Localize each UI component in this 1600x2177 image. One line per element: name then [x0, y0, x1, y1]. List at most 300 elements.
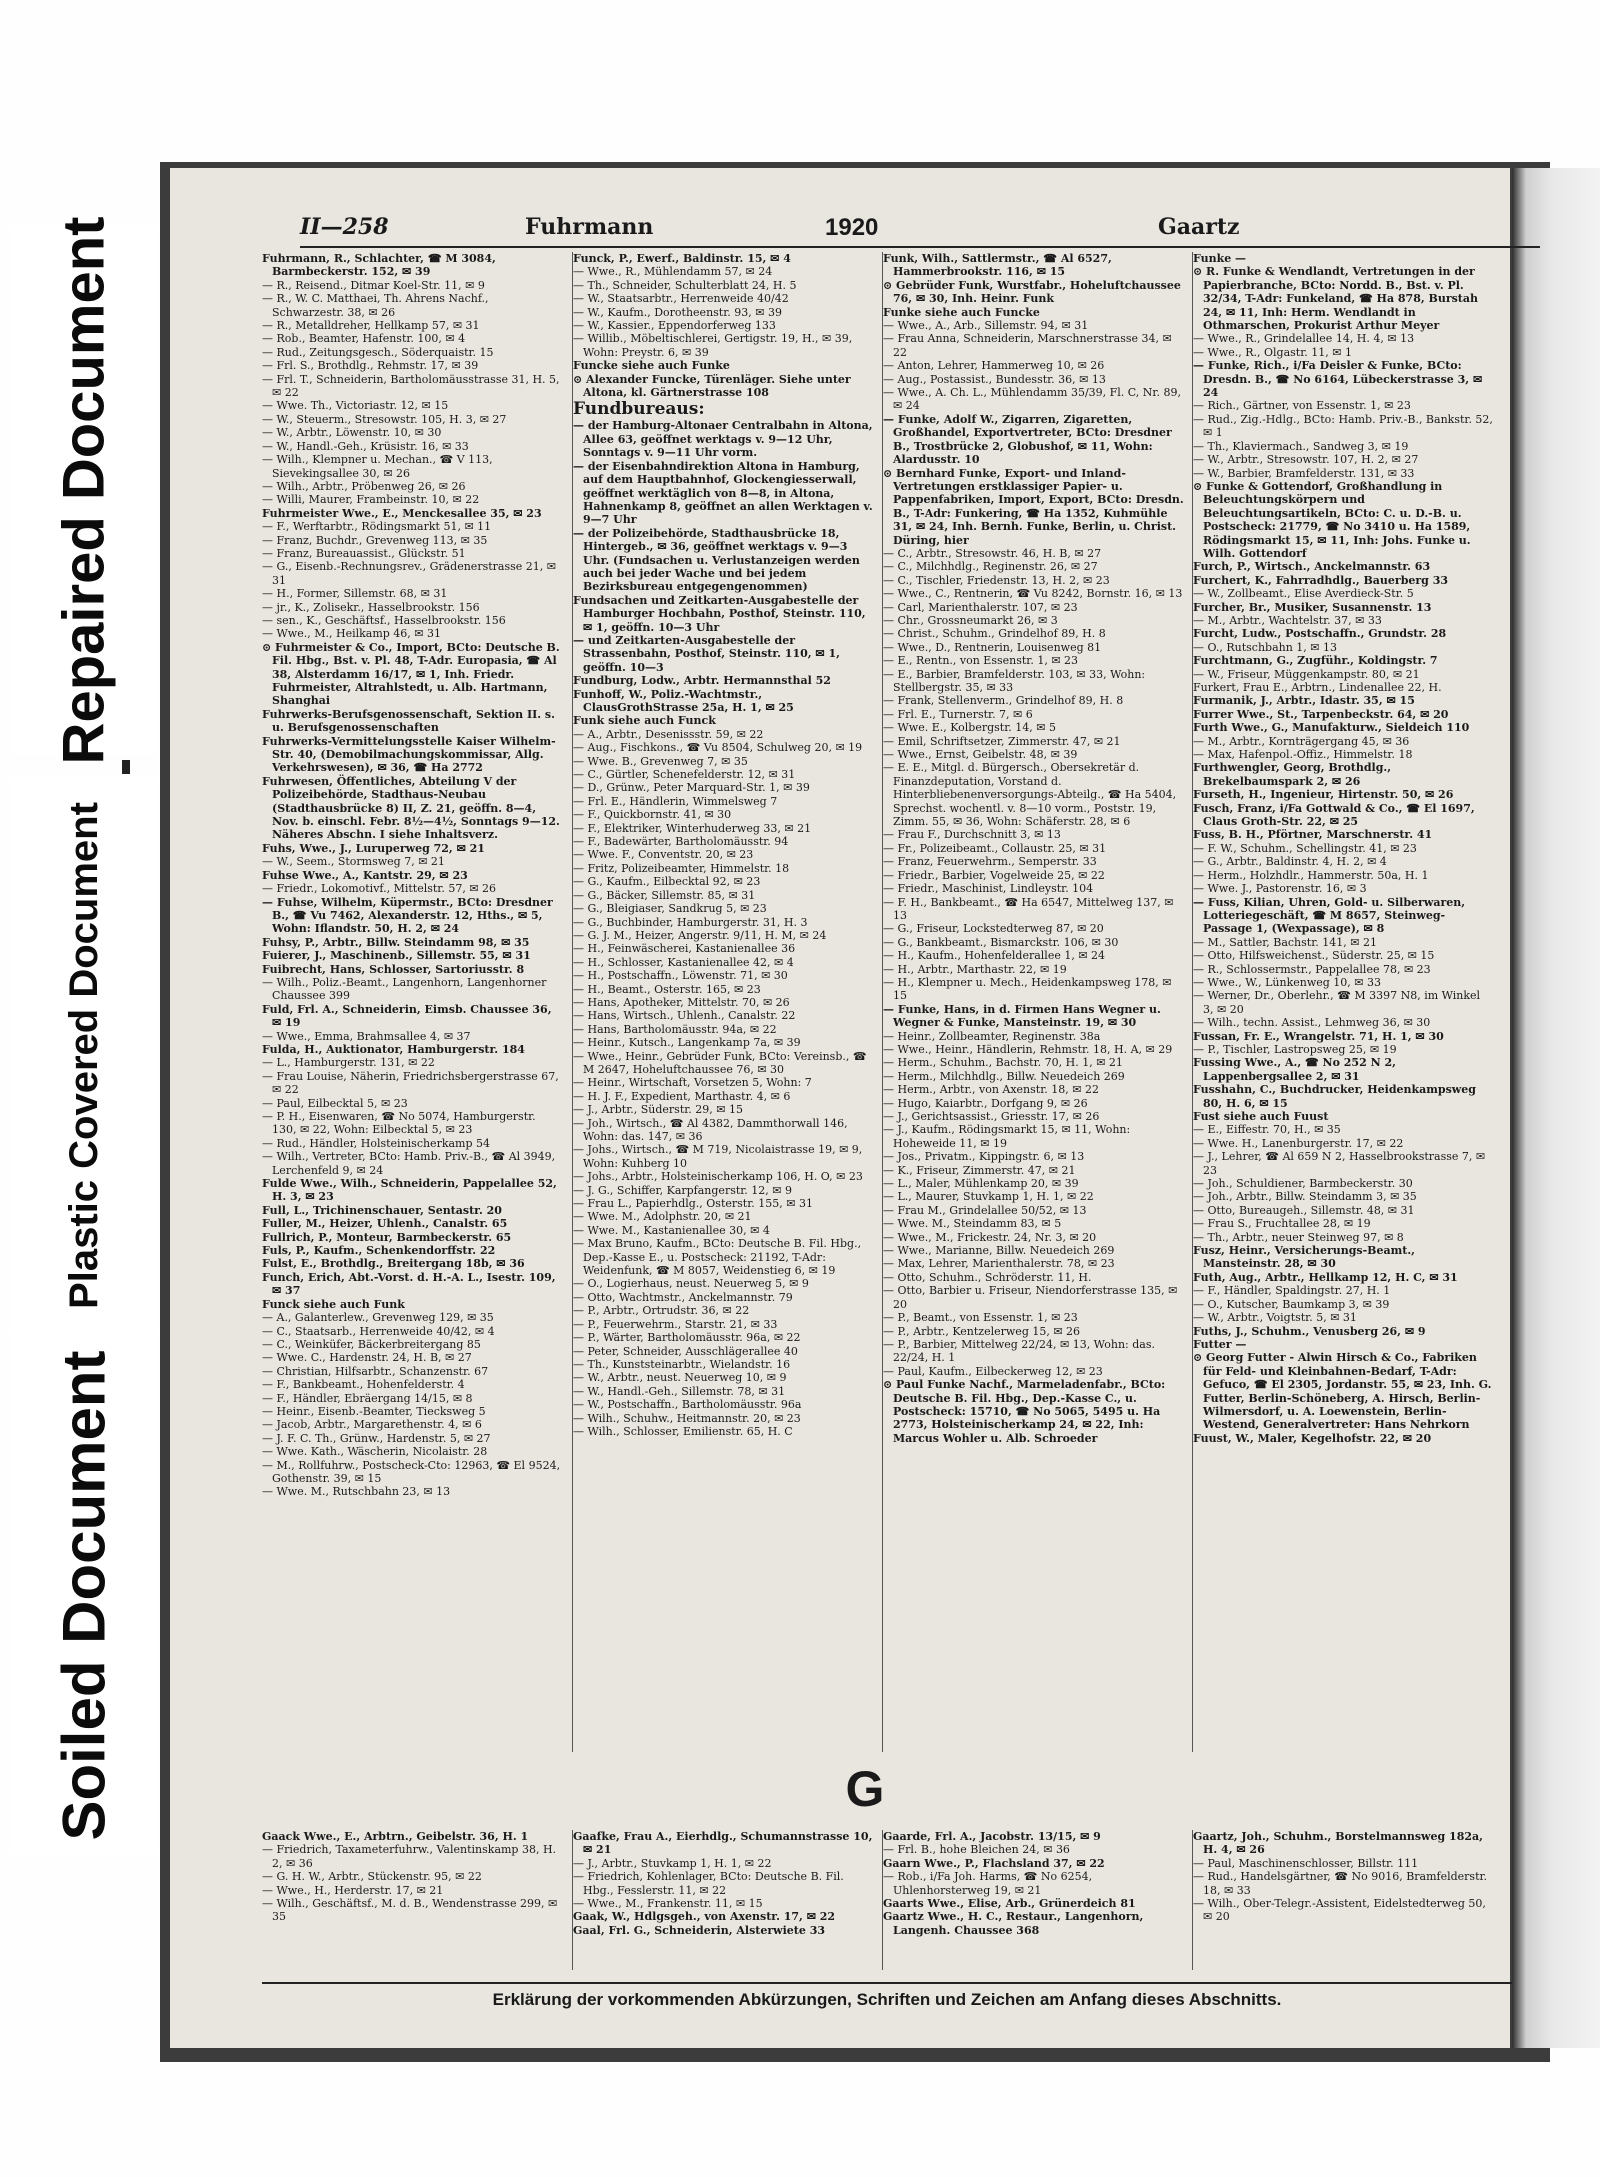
- page-header: [300, 212, 1540, 248]
- directory-entry: Gaak, W., Hdlgsgeh., von Axenstr. 17, ✉ 22: [573, 1910, 836, 1924]
- directory-entry: — Wilh., Arbtr., Pröbenweg 26, ✉ 26: [262, 479, 466, 493]
- directory-entry: — Funke, Rich., i/Fa Deisler & Funke, BCto: Dresdn. B., ☎ No 6164, Lübeckerstrasse 3, ✉ 24: [1193, 359, 1483, 400]
- directory-entry: Fussing Wwe., A., ☎ No 252 N 2, Lappenbergsallee 2, ✉ 31: [1193, 1056, 1396, 1083]
- directory-entry: — Wwe., A. Ch. L., Mühlendamm 35/39, Fl. C, Nr. 89, ✉ 24: [883, 386, 1181, 413]
- directory-entry: — Wwe., D., Rentnerin, Louisenweg 81: [883, 640, 1102, 654]
- directory-entry: — A., Galanterlew., Grevenweg 129, ✉ 35: [262, 1311, 494, 1325]
- directory-entry: Fullrich, P., Monteur, Barmbeckerstr. 65: [262, 1230, 512, 1244]
- directory-entry: — K., Friseur, Zimmerstr. 47, ✉ 21: [883, 1163, 1076, 1177]
- directory-entry: — Wilh., Vertreter, BCto: Hamb. Priv.-B., ☎ Al 3949, Lerchenfeld 9, ✉ 24: [262, 1150, 556, 1177]
- directory-entry: — Wwe. C., Hardenstr. 24, H. B, ✉ 27: [262, 1351, 472, 1365]
- directory-entry: — E. E., Mitgl. d. Bürgersch., Obersekretär d. Finanzdeputation, Vorstand d. Hinterbliebenenversorgungs-Abteilg., ☎ Ha 5404, Sprechst. wochentl. v. 8—10 vorm., Poststr. 19, Zimm. 55, ✉ 36, Wohn: Schäferstr. 28, ✉ 6: [883, 761, 1177, 829]
- directory-entry: — Willib., Möbeltischlerei, Gertigstr. 19, H., ✉ 39, Wohn: Preystr. 6, ✉ 39: [573, 332, 853, 359]
- g-section-columns: [262, 1830, 1512, 1970]
- directory-entry: — Jos., Privatm., Kippingstr. 6, ✉ 13: [883, 1150, 1085, 1164]
- g-column-1: [262, 1830, 567, 1970]
- directory-entry: Fusz, Heinr., Versicherungs-Beamt., Mansteinstr. 28, ✉ 30: [1193, 1244, 1415, 1271]
- directory-entry: ⊙ Bernhard Funke, Export- und Inland-Vertretungen erstklassiger Papier- u. Pappenfabriken, Import, Export, BCto: Dresdn. B., T-Adr: Funkering, ☎ Ha 1352, Kuhmühle 31, ✉ 24, Inh. Bernh. Funke, Berlin, u. Christ. Düring, hier: [883, 466, 1184, 547]
- directory-entry: — Wwe. E., Kolbergstr. 14, ✉ 5: [883, 721, 1056, 735]
- directory-entry: — J. G., Schiffer, Karpfangerstr. 12, ✉ 9: [573, 1183, 793, 1197]
- directory-entry: — Friedr., Lokomotivf., Mittelstr. 57, ✉ 26: [262, 882, 497, 896]
- directory-entry: — Emil, Schriftsetzer, Zimmerstr. 47, ✉ 21: [883, 734, 1121, 748]
- directory-entry: Fuhrmeister Wwe., E., Menckesallee 35, ✉ 23: [262, 506, 542, 520]
- directory-entry: Funk siehe auch Funck: [573, 714, 716, 728]
- directory-entry: — L., Maurer, Stuvkamp 1, H. 1, ✉ 22: [883, 1190, 1094, 1204]
- directory-entry: Fundbureaus:: [573, 399, 705, 420]
- directory-entry: — Wilh., techn. Assist., Lehmweg 36, ✉ 30: [1193, 1016, 1431, 1030]
- directory-entry: — Wwe., R., Grindelallee 14, H. 4, ✉ 13: [1193, 332, 1415, 346]
- directory-entry: — H., Former, Sillemstr. 68, ✉ 31: [262, 587, 448, 601]
- header-year: 1920: [825, 214, 879, 241]
- directory-entry: — der Eisenbahndirektion Altona in Hamburg, auf dem Hauptbahnhof, Glockengiesserwall, geöffnet werktäglich von 8—8, in Altona, Hahnenkamp 8, geöffnet an allen Werktagen v. 9—7 Uhr: [573, 459, 873, 527]
- directory-entry: — W., Kassier., Eppendorferweg 133: [573, 319, 776, 333]
- directory-entry: — sen., K., Geschäftsf., Hasselbrookstr. 156: [262, 613, 506, 627]
- directory-entry: Gaarn Wwe., P., Flachsland 37, ✉ 22: [883, 1856, 1105, 1870]
- directory-entry: Furrer Wwe., St., Tarpenbeckstr. 64, ✉ 20: [1193, 707, 1449, 721]
- directory-entry: — P., Arbtr., Ortrudstr. 36, ✉ 22: [573, 1304, 750, 1318]
- directory-entry: Fuld, Frl. A., Schneiderin, Eimsb. Chaussee 36, ✉ 19: [262, 1002, 552, 1030]
- directory-entry: — Friedr., Barbier, Vogelweide 25, ✉ 22: [883, 868, 1105, 882]
- directory-entry: Fuibrecht, Hans, Schlosser, Sartoriusstr. 8: [262, 962, 525, 976]
- directory-entry: — Fuhse, Wilhelm, Küpermstr., BCto: Dresdner B., ☎ Vu 7462, Alexanderstr. 12, Hths., ✉ 5, Wohn: Iflandstr. 50, H. 2, ✉ 24: [262, 895, 553, 936]
- directory-entry: Furthwengler, Georg, Brothdlg., Brekelbaumspark 2, ✉ 26: [1193, 761, 1392, 788]
- directory-entry: — J., Gerichtsassist., Griesstr. 17, ✉ 26: [883, 1110, 1100, 1123]
- directory-entry: — E., Eiffestr. 70, H., ✉ 35: [1193, 1123, 1341, 1137]
- directory-entry: Fundsachen und Zeitkarten-Ausgabestelle der Hamburger Hochbahn, Posthof, Steinstr. 110, ✉ 1, geöffn. 10—3 Uhr: [573, 593, 866, 634]
- directory-entry: — R., Schlossermstr., Pappelallee 78, ✉ 23: [1193, 962, 1431, 976]
- directory-entry: — Frl. S., Brothdlg., Rehmstr. 17, ✉ 39: [262, 359, 479, 373]
- directory-entry: — Th., Schneider, Schulterblatt 24, H. 5: [573, 278, 797, 292]
- directory-entry: — Wilh., Schuhw., Heitmannstr. 20, ✉ 23: [573, 1411, 801, 1425]
- directory-entry: Funcke siehe auch Funke: [573, 359, 730, 373]
- directory-entry: Funck siehe auch Funk: [262, 1297, 405, 1311]
- directory-entry: Furcher, Br., Musiker, Susannenstr. 13: [1193, 600, 1432, 614]
- directory-entry: — W., Steuerm., Stresowstr. 105, H. 3, ✉ 27: [262, 412, 507, 426]
- directory-entry: — F., Werftarbtr., Rödingsmarkt 51, ✉ 11: [262, 520, 492, 534]
- directory-entry: ⊙ Paul Funke Nachf., Marmeladenfabr., BCto: Deutsche B. Fil. Hbg., Dep.-Kasse C., u. Postscheck: 15710, ☎ No 5065, 5495 u. Ha 2773, Holsteinischerkamp 24, ✉ 22, Inh: Marcus Wohler u. Alb. Schroeder: [883, 1378, 1166, 1445]
- directory-entry: Funhoff, W., Poliz.-Wachtmstr., ClausGrothStrasse 25a, H. 1, ✉ 25: [573, 687, 794, 714]
- directory-entry: Gaarde, Frl. A., Jacobstr. 13/15, ✉ 9: [883, 1830, 1101, 1843]
- directory-entry: — Wwe., Ernst, Geibelstr. 48, ✉ 39: [883, 748, 1078, 762]
- directory-entry: — Wwe. B., Grevenweg 7, ✉ 35: [573, 754, 748, 768]
- directory-entry: — Aug., Fischkons., ☎ Vu 8504, Schulweg 20, ✉ 19: [573, 741, 863, 755]
- directory-entry: — C., Tischler, Friedenstr. 13, H. 2, ✉ 23: [883, 573, 1110, 587]
- directory-entry: — H., Postschaffn., Löwenstr. 71, ✉ 30: [573, 969, 788, 983]
- directory-entry: Fuller, M., Heizer, Uhlenh., Canalstr. 65: [262, 1217, 508, 1231]
- directory-entry: — H., Arbtr., Marthastr. 22, ✉ 19: [883, 962, 1067, 976]
- directory-entry: Gaartz, Joh., Schuhm., Borstelmannsweg 182a, H. 4, ✉ 26: [1193, 1830, 1483, 1857]
- directory-entry: — E., Barbier, Bramfelderstr. 103, ✉ 33, Wohn: Stellbergstr. 35, ✉ 33: [883, 667, 1146, 694]
- directory-entry: — G., Bäcker, Sillemstr. 85, ✉ 31: [573, 888, 756, 902]
- directory-entry: — D., Grünw., Peter Marquard-Str. 1, ✉ 39: [573, 781, 810, 795]
- directory-entry: — M., Arbtr., Kornträgergang 45, ✉ 36: [1193, 734, 1410, 748]
- directory-entry: Fuhrmann, R., Schlachter, ☎ M 3084, Barmbeckerstr. 152, ✉ 39: [262, 252, 496, 279]
- header-last-entry: Gaartz: [1158, 214, 1240, 240]
- directory-entry: — W., Arbtr., Löwenstr. 10, ✉ 30: [262, 426, 442, 440]
- directory-entry: Fuhsy, P., Arbtr., Billw. Steindamm 98, ✉ 35: [262, 935, 530, 949]
- directory-entry: Furkert, Frau E., Arbtrn., Lindenallee 22, H.: [1193, 681, 1442, 694]
- directory-entry: Gaack Wwe., E., Arbtrn., Geibelstr. 36, H. 1: [262, 1830, 529, 1843]
- directory-entry: ⊙ Alexander Funcke, Türenläger. Siehe unter Altona, kl. Gärtnerstrasse 108: [573, 372, 851, 400]
- directory-entry: — Rud., Zig.-Hdlg., BCto: Hamb. Priv.-B., Bankstr. 52, ✉ 1: [1193, 412, 1493, 440]
- directory-entry: — F., Elektriker, Winterhuderweg 33, ✉ 21: [573, 821, 812, 835]
- plastic-covered-label: Plastic Covered Document: [61, 802, 106, 1309]
- directory-entry: — Willi, Maurer, Frambeinstr. 10, ✉ 22: [262, 493, 480, 507]
- directory-entry: — Wwe., M., Frickestr. 24, Nr. 3, ✉ 20: [883, 1230, 1097, 1244]
- directory-entry: — Frau Louise, Näherin, Friedrichsbergerstrasse 67, ✉ 22: [262, 1069, 559, 1097]
- directory-entry: — G., Friseur, Lockstedterweg 87, ✉ 20: [883, 922, 1104, 936]
- directory-entry: — R., W. C. Matthaei, Th. Ahrens Nachf., Schwarzestr. 38, ✉ 26: [262, 292, 489, 319]
- directory-entry: — Wwe. J., Pastorenstr. 16, ✉ 3: [1193, 882, 1367, 896]
- directory-entry: — Funke, Adolf W., Zigarren, Zigaretten, Großhandel, Exportvertreter, BCto: Dresdner B., Trostbrücke 2, Globushof, ✉ 11, Wohn: Alardusstr. 10: [883, 412, 1172, 467]
- g-column-3: [882, 1830, 1188, 1970]
- directory-entry: — und Zeitkarten-Ausgabestelle der Strassenbahn, Posthof, Steinstr. 110, ✉ 1, geöffn. 10—3: [573, 633, 840, 674]
- directory-entry: — G., Bleigiaser, Sandkrug 5, ✉ 23: [573, 902, 767, 916]
- directory-entry: Fusch, Franz, i/Fa Gottwald & Co., ☎ El 1697, Claus Groth-Str. 22, ✉ 25: [1193, 801, 1475, 829]
- directory-entry: Futh, Aug., Arbtr., Hellkamp 12, H. C, ✉ 31: [1193, 1270, 1458, 1284]
- directory-entry: — Carl, Marienthalerstr. 107, ✉ 23: [883, 600, 1078, 614]
- directory-entry: — F., Händler, Ebräergang 14/15, ✉ 8: [262, 1391, 473, 1405]
- directory-entry: — R., Metalldreher, Hellkamp 57, ✉ 31: [262, 319, 480, 333]
- directory-entry: — Herm., Milchhdlg., Billw. Neuedeich 269: [883, 1069, 1125, 1083]
- directory-entry: — Wwe. Kath., Wäscherin, Nicolaistr. 28: [262, 1445, 488, 1459]
- directory-entry: Fulst, E., Brothdlg., Breitergang 18b, ✉ 36: [262, 1257, 525, 1271]
- directory-entry: — Anton, Lehrer, Hammerweg 10, ✉ 26: [883, 359, 1105, 373]
- directory-entry: — F., Händler, Spaldingstr. 27, H. 1: [1193, 1284, 1391, 1298]
- directory-entry: — Wwe., Heinr., Gebrüder Funk, BCto: Vereinsb., ☎ M 2647, Hoheluftchaussee 76, ✉ 30: [573, 1049, 867, 1076]
- directory-entry: — Rud., Handelsgärtner, ☎ No 9016, Bramfelderstr. 18, ✉ 33: [1193, 1870, 1488, 1897]
- directory-entry: — Werner, Dr., Oberlehr., ☎ M 3397 N8, im Winkel 3, ✉ 20: [1193, 989, 1481, 1016]
- directory-entry: — P., Feuerwehrm., Starstr. 21, ✉ 33: [573, 1317, 778, 1331]
- directory-entry: — Wwe. H., Lanenburgerstr. 17, ✉ 22: [1193, 1136, 1404, 1150]
- directory-entry: — Johs., Arbtr., Holsteinischerkamp 106, H. O, ✉ 23: [573, 1170, 863, 1184]
- directory-entry: — M., Sattler, Bachstr. 141, ✉ 21: [1193, 935, 1377, 949]
- directory-entry: — H., Kaufm., Hohenfelderallee 1, ✉ 24: [883, 949, 1106, 963]
- directory-entry: — C., Arbtr., Stresowstr. 46, H. B, ✉ 27: [883, 546, 1102, 560]
- repaired-document-label: Repaired Document: [51, 216, 117, 764]
- directory-entry: — J. F. C. Th., Grünw., Hardenstr. 5, ✉ 27: [262, 1431, 491, 1445]
- directory-entry: — Funke, Hans, in d. Firmen Hans Wegner u. Wegner & Funke, Mansteinstr. 19, ✉ 30: [883, 1002, 1161, 1030]
- directory-column-2: [572, 252, 878, 1752]
- directory-entry: — Hans, Wirtsch., Uhlenh., Canalstr. 22: [573, 1009, 796, 1023]
- directory-entry: — Frl. B., hohe Bleichen 24, ✉ 36: [883, 1843, 1070, 1857]
- directory-entry: Fuust, W., Maler, Kegelhofstr. 22, ✉ 20: [1193, 1431, 1432, 1445]
- directory-entry: — F., Quickbornstr. 41, ✉ 30: [573, 808, 732, 822]
- directory-entry: Gaafke, Frau A., Eierhdlg., Schumannstrasse 10, ✉ 21: [573, 1830, 873, 1857]
- directory-entry: ⊙ Georg Futter - Alwin Hirsch & Co., Fabriken für Feld- und Kleinbahnen-Bedarf, T-Adr: Gefuco, ☎ El 2305, Jordanstr. 55, ✉ 23, Inh. G. Futter, Berlin-Schöneberg, A. Hirsch, Berlin-Wilmersdorf, u. A. Loewenstein, Berlin-Westend, Generalvertreter: Hans Nehrkorn: [1193, 1351, 1492, 1432]
- g-column-2: [572, 1830, 878, 1970]
- directory-column-4: [1192, 252, 1498, 1752]
- directory-entry: — Max, Hafenpol.-Offiz., Himmelstr. 18: [1193, 748, 1413, 762]
- directory-entry: — G., Eisenb.-Rechnungsrev., Grädenerstrasse 21, ✉ 31: [262, 560, 556, 587]
- directory-entry: — G. J. M., Heizer, Angerstr. 9/11, H. M, ✉ 24: [573, 928, 827, 942]
- repaired-document-stamp: [10, 216, 158, 764]
- plastic-covered-stamp: [10, 778, 158, 1333]
- directory-entry: — Chr., Grossneumarkt 26, ✉ 3: [883, 613, 1058, 627]
- directory-entry: — W., Zollbeamt., Elise Averdieck-Str. 5: [1193, 587, 1414, 601]
- directory-entry: — Christian, Hilfsarbtr., Schanzenstr. 67: [262, 1364, 489, 1378]
- directory-entry: — P., Arbtr., Kentzelerweg 15, ✉ 26: [883, 1324, 1081, 1338]
- directory-entry: — Wwe. M., Kastanienallee 30, ✉ 4: [573, 1223, 770, 1237]
- directory-entry: — G., Arbtr., Baldinstr. 4, H. 2, ✉ 4: [1193, 855, 1387, 869]
- directory-entry: — Frl. T., Schneiderin, Bartholomäusstrasse 31, H. 5, ✉ 22: [262, 372, 560, 400]
- directory-entry: — Heinr., Eisenb.-Beamter, Tiecksweg 5: [262, 1404, 486, 1418]
- directory-entry: — Wwe., M., Frankenstr. 11, ✉ 15: [573, 1897, 763, 1911]
- directory-entry: — Wilh., Poliz.-Beamt., Langenhorn, Langenhorner Chaussee 399: [262, 975, 547, 1003]
- directory-entry: — Th., Arbtr., neuer Steinweg 97, ✉ 8: [1193, 1230, 1404, 1244]
- directory-entry: Fuhrwerks-Vermittelungsstelle Kaiser Wilhelm-Str. 40, (Demobilmachungskommissar, Allg. Verkehrswesen), ✉ 36, ☎ Ha 2772: [262, 734, 556, 775]
- directory-entry: — W., Handl.-Geh., Krüsistr. 16, ✉ 33: [262, 439, 469, 453]
- directory-entry: — P., Beamt., von Essenstr. 1, ✉ 23: [883, 1311, 1078, 1325]
- directory-entry: — Heinr., Zollbeamter, Reginenstr. 38a: [883, 1029, 1101, 1043]
- directory-entry: — Wwe., R., Olgastr. 11, ✉ 1: [1193, 345, 1352, 359]
- directory-entry: — der Hamburg-Altonaer Centralbahn in Altona, Allee 63, geöffnet werktags v. 9—12 Uhr, Sonntags v. 9—11 Uhr vorm.: [573, 419, 873, 460]
- directory-entry: — Frau S., Fruchtallee 28, ✉ 19: [1193, 1217, 1371, 1231]
- directory-entry: — J., Arbtr., Stuvkamp 1, H. 1, ✉ 22: [573, 1856, 772, 1870]
- directory-entry: — Rud., Händler, Holsteinischerkamp 54: [262, 1136, 491, 1150]
- directory-entry: — Paul, Maschinenschlosser, Billstr. 111: [1193, 1856, 1419, 1870]
- directory-entry: — Max, Lehrer, Marienthalerstr. 78, ✉ 23: [883, 1257, 1115, 1271]
- directory-entry: ⊙ Fuhrmeister & Co., Import, BCto: Deutsche B. Fil. Hbg., Bst. v. Pl. 48, T-Adr. Europasia, ☎ Al 38, Alsterdamm 16/17, ✉ 1, Inh. Friedr. Fuhrmeister, Altrahlstedt, u. Alb. Hartmann, Shanghai: [262, 640, 560, 708]
- directory-entry: Furchert, K., Fahrradhdlg., Bauerberg 33: [1193, 573, 1449, 587]
- directory-entry: — Frau Anna, Schneiderin, Marschnerstrasse 34, ✉ 22: [883, 332, 1172, 359]
- directory-entry: — W., Handl.-Geh., Sillemstr. 78, ✉ 31: [573, 1384, 786, 1398]
- directory-entry: Fulde Wwe., Wilh., Schneiderin, Pappelallee 52, H. 3, ✉ 23: [262, 1177, 557, 1204]
- directory-entry: — Wwe., Emma, Brahmsallee 4, ✉ 37: [262, 1029, 471, 1043]
- directory-entry: — Rich., Gärtner, von Essenstr. 1, ✉ 23: [1193, 399, 1411, 413]
- directory-entry: — W., Arbtr., Stresowstr. 107, H. 2, ✉ 27: [1193, 453, 1419, 467]
- directory-entry: Furcht, Ludw., Postschaffn., Grundstr. 28: [1193, 627, 1447, 641]
- directory-entry: — Frl. E., Turnerstr. 7, ✉ 6: [883, 707, 1033, 721]
- directory-entry: — Hugo, Kaiarbtr., Dorfgang 9, ✉ 26: [883, 1096, 1088, 1110]
- directory-entry: — Friedrich, Kohlenlager, BCto: Deutsche B. Fil. Hbg., Fesslerstr. 11, ✉ 22: [573, 1870, 844, 1897]
- directory-entry: Fuss, B. H., Pförtner, Marschnerstr. 41: [1193, 828, 1433, 842]
- directory-entry: — Peter, Schneider, Ausschlägerallee 40: [573, 1344, 798, 1358]
- directory-entry: — H., Feinwäscherei, Kastanienallee 36: [573, 942, 796, 956]
- directory-entry: Fuhrwesen, Öffentliches, Abteilung V der Polizeibehörde, Stadthaus-Neubau (Stadthausbrücke 8) II, Z. 21, geöffn. 8—4, Nov. b. einschl. Febr. 8½—4½, Sonntags 9—12. Näheres Abschn. I siehe Inhaltsverz.: [262, 774, 560, 842]
- directory-entry: — Herm., Schuhm., Bachstr. 70, H. 1, ✉ 21: [883, 1056, 1123, 1070]
- directory-entry: Gaartz Wwe., H. C., Restaur., Langenhorn, Langenh. Chaussee 368: [883, 1910, 1144, 1937]
- directory-entry: ⊙ Gebrüder Funk, Wurstfabr., Hoheluftchaussee 76, ✉ 30, Inh. Heinr. Funk: [883, 278, 1181, 306]
- directory-entry: — Frau M., Grindelallee 50/52, ✉ 13: [883, 1203, 1087, 1217]
- page-number: II—258: [300, 214, 389, 240]
- directory-entry: Furth Wwe., G., Manufakturw., Sieldeich 110: [1193, 721, 1470, 735]
- directory-entry: — C., Gürtler, Schenefelderstr. 12, ✉ 31: [573, 768, 796, 782]
- directory-entry: — Franz, Bureauassist., Glückstr. 51: [262, 546, 466, 560]
- stamp-divider: [122, 760, 130, 774]
- directory-entry: — Paul, Kaufm., Eilbeckerweg 12, ✉ 23: [883, 1364, 1103, 1378]
- directory-entry: — L., Maler, Mühlenkamp 20, ✉ 39: [883, 1177, 1079, 1191]
- directory-entry: — Frank, Stellenverm., Grindelhof 89, H. 8: [883, 694, 1124, 708]
- directory-entry: — Otto, Hilfsweichenst., Süderstr. 25, ✉ 15: [1193, 949, 1435, 963]
- directory-entry: Fuhs, Wwe., J., Luruperweg 72, ✉ 21: [262, 841, 485, 855]
- directory-entry: — Frau F., Durchschnitt 3, ✉ 13: [883, 828, 1061, 842]
- abbreviations-note: Erklärung der vorkommenden Abkürzungen, Schriften und Zeichen am Anfang dieses Abschnitts.: [262, 1982, 1512, 2016]
- directory-columns: [262, 252, 1512, 1752]
- header-first-entry: Fuhrmann: [525, 214, 654, 240]
- directory-entry: — G., Buchbinder, Hamburgerstr. 31, H. 3: [573, 915, 808, 929]
- g-column-4: [1192, 1830, 1498, 1970]
- directory-entry: — Wilh., Ober-Telegr.-Assistent, Eidelstedterweg 50, ✉ 20: [1193, 1897, 1486, 1924]
- directory-entry: — jr., K., Zolisekr., Hasselbrookstr. 156: [262, 600, 480, 614]
- directory-entry: — H. J. F., Expedient, Marthastr. 4, ✉ 6: [573, 1089, 791, 1103]
- directory-entry: — O., Kutscher, Baumkamp 3, ✉ 39: [1193, 1297, 1390, 1311]
- directory-entry: Fundburg, Lodw., Arbtr. Hermannsthal 52: [573, 674, 831, 688]
- directory-entry: — Frl. E., Händlerin, Wimmelsweg 7: [573, 794, 778, 808]
- directory-entry: Furmanik, J., Arbtr., Idastr. 35, ✉ 15: [1193, 694, 1415, 708]
- directory-entry: — W., Arbtr., neust. Neuerweg 10, ✉ 9: [573, 1371, 787, 1385]
- directory-entry: — A., Arbtr., Desenissstr. 59, ✉ 22: [573, 727, 764, 741]
- directory-entry: — Wwe., C., Rentnerin, ☎ Vu 8242, Bornstr. 16, ✉ 13: [883, 587, 1183, 601]
- directory-entry: — Fr., Polizeibeamt., Collaustr. 25, ✉ 31: [883, 841, 1107, 855]
- directory-entry: — P. H., Eisenwaren, ☎ No 5074, Hamburgerstr. 130, ✉ 22, Wohn: Eilbecktal 5, ✉ 23: [262, 1110, 536, 1137]
- directory-entry: — Wwe., Marianne, Billw. Neuedeich 269: [883, 1244, 1115, 1258]
- directory-entry: — Wwe. M., Adolphstr. 20, ✉ 21: [573, 1210, 752, 1224]
- directory-entry: Fuhse Wwe., A., Kantstr. 29, ✉ 23: [262, 868, 468, 882]
- directory-entry: — Frau L., Papierhdlg., Osterstr. 155, ✉ 31: [573, 1197, 813, 1211]
- directory-entry: — P., Wärter, Bartholomäusstr. 96a, ✉ 22: [573, 1331, 801, 1345]
- directory-entry: ⊙ Funke & Gottendorf, Großhandlung in Beleuchtungskörpern und Beleuchtungsartikeln, BCto: C. u. D.-B. u. Postscheck: 21779, ☎ No 3410 u. Ha 1589, Rödingsmarkt 15, ✉ 11, Inh: Johs. Funke u. Wilh. Gottendorf: [1193, 479, 1471, 560]
- directory-entry: — Wwe. F., Conventstr. 20, ✉ 23: [573, 848, 754, 862]
- directory-entry: — F. W., Schuhm., Schellingstr. 41, ✉ 23: [1193, 841, 1417, 855]
- directory-entry: — Jacob, Arbtr., Margarethenstr. 4, ✉ 6: [262, 1418, 482, 1432]
- directory-entry: — Wilh., Schlosser, Emilienstr. 65, H. C: [573, 1424, 793, 1438]
- directory-entry: — W., Kaufm., Dorotheenstr. 93, ✉ 39: [573, 305, 782, 319]
- directory-entry: — E., Rentn., von Essenstr. 1, ✉ 23: [883, 654, 1079, 668]
- directory-entry: — Christ., Schuhm., Grindelhof 89, H. 8: [883, 627, 1106, 641]
- directory-entry: Fusshahn, C., Buchdrucker, Heidenkampsweg 80, H. 6, ✉ 15: [1193, 1083, 1476, 1110]
- archive-stamps: [0, 0, 160, 2177]
- directory-entry: — Otto, Bureaugeh., Sillemstr. 48, ✉ 31: [1193, 1203, 1415, 1217]
- directory-entry: — O., Rutschbahn 1, ✉ 13: [1193, 640, 1338, 654]
- directory-entry: Furch, P., Wirtsch., Anckelmannstr. 63: [1193, 560, 1431, 574]
- directory-entry: — H., Beamt., Osterstr. 165, ✉ 23: [573, 982, 761, 996]
- section-letter: G: [845, 1761, 885, 1817]
- directory-entry: — L., Hamburgerstr. 131, ✉ 22: [262, 1056, 435, 1070]
- directory-entry: — Th., Kunststeinarbtr., Wielandstr. 16: [573, 1357, 791, 1371]
- directory-entry: — H., Klempner u. Mech., Heidenkampsweg 178, ✉ 15: [883, 975, 1172, 1003]
- directory-entry: Fuierer, J., Maschinenb., Sillemstr. 55, ✉ 31: [262, 949, 531, 963]
- directory-entry: — Otto, Wachtmstr., Anckelmannstr. 79: [573, 1290, 793, 1304]
- directory-entry: — G., Bankbeamt., Bismarckstr. 106, ✉ 30: [883, 935, 1119, 949]
- directory-entry: — Wwe., A., Arb., Sillemstr. 94, ✉ 31: [883, 319, 1089, 333]
- directory-entry: — Joh., Schuldiener, Barmbeckerstr. 30: [1193, 1177, 1413, 1191]
- directory-column-3: [882, 252, 1188, 1752]
- directory-entry: — Friedrich, Taxameterfuhrw., Valentinskamp 38, H. 2, ✉ 36: [262, 1843, 557, 1870]
- directory-entry: Fuhrwerks-Berufsgenossenschaft, Sektion II. s. u. Berufsgenossenschaften: [262, 707, 555, 735]
- directory-entry: Futter —: [1193, 1337, 1247, 1351]
- directory-entry: — Otto, Barbier u. Friseur, Niendorferstrasse 135, ✉ 20: [883, 1284, 1178, 1311]
- directory-entry: — Herm., Arbtr., von Axenstr. 18, ✉ 22: [883, 1083, 1099, 1097]
- directory-entry: — Wwe. M., Rutschbahn 23, ✉ 13: [262, 1485, 451, 1499]
- directory-entry: Fuths, J., Schuhm., Venusberg 26, ✉ 9: [1193, 1324, 1426, 1338]
- directory-entry: — O., Logierhaus, neust. Neuerweg 5, ✉ 9: [573, 1277, 809, 1291]
- directory-entry: ⊙ R. Funke & Wendlandt, Vertretungen in der Papierbranche, BCto: Nordd. B., Bst. v. Pl. 32/34, T-Adr: Funkeland, ☎ Ha 878, Burstah 24, ✉ 11, Inh: Herm. Wendlandt in Othmarschen, Prokurist Arthur Meyer: [1193, 265, 1479, 333]
- directory-entry: — Joh., Arbtr., Billw. Steindamm 3, ✉ 35: [1193, 1190, 1417, 1204]
- directory-entry: — J., Kaufm., Rödingsmarkt 15, ✉ 11, Wohn: Hoheweide 11, ✉ 19: [883, 1123, 1131, 1150]
- directory-entry: — Hans, Apotheker, Mittelstr. 70, ✉ 26: [573, 995, 790, 1009]
- directory-entry: — H., Schlosser, Kastanienallee 42, ✉ 4: [573, 955, 794, 969]
- directory-entry: — Friedr., Maschinist, Lindleystr. 104: [883, 882, 1094, 896]
- directory-entry: — Franz, Buchdr., Grevenweg 113, ✉ 35: [262, 533, 488, 547]
- directory-entry: — G., Kaufm., Eilbecktal 92, ✉ 23: [573, 875, 761, 889]
- soiled-document-stamp: [10, 1335, 158, 1855]
- directory-entry: Fussan, Fr. E., Wrangelstr. 71, H. 1, ✉ 30: [1193, 1029, 1444, 1043]
- directory-entry: Funck, P., Ewerf., Baldinstr. 15, ✉ 4: [573, 252, 791, 265]
- directory-entry: — Paul, Eilbecktal 5, ✉ 23: [262, 1096, 408, 1110]
- directory-entry: — F., Bankbeamt., Hohenfelderstr. 4: [262, 1378, 465, 1392]
- directory-entry: — F. H., Bankbeamt., ☎ Ha 6547, Mittelweg 137, ✉ 13: [883, 895, 1174, 922]
- directory-entry: — W., Seem., Stormsweg 7, ✉ 21: [262, 855, 445, 869]
- directory-entry: — F., Badewärter, Bartholomäusstr. 94: [573, 835, 789, 849]
- directory-entry: — G. H. W., Arbtr., Stückenstr. 95, ✉ 22: [262, 1870, 482, 1884]
- directory-entry: — Otto, Schuhm., Schröderstr. 11, H.: [883, 1270, 1092, 1284]
- directory-entry: — Max Bruno, Kaufm., BCto: Deutsche B. Fil. Hbg., Dep.-Kasse E., u. Postscheck: 21192, T-Adr: Weidenfunk, ☎ M 8057, Weidenstieg 6, ✉ 19: [573, 1237, 862, 1278]
- directory-entry: — Heinr., Wirtschaft, Vorsetzen 5, Wohn: 7: [573, 1076, 812, 1090]
- directory-entry: — C., Weinküfer, Bäckerbreitergang 85: [262, 1337, 481, 1351]
- directory-entry: — Aug., Postassist., Bundesstr. 36, ✉ 13: [883, 372, 1106, 386]
- directory-entry: — Rud., Zeitungsgesch., Söderquaistr. 15: [262, 345, 494, 359]
- directory-entry: — J., Arbtr., Süderstr. 29, ✉ 15: [573, 1103, 743, 1117]
- directory-entry: — P., Tischler, Lastropsweg 25, ✉ 19: [1193, 1042, 1397, 1056]
- directory-entry: — Heinr., Kutsch., Langenkamp 7a, ✉ 39: [573, 1036, 801, 1050]
- directory-entry: — J., Lehrer, ☎ Al 659 N 2, Hasselbrookstrasse 7, ✉ 23: [1193, 1150, 1486, 1177]
- directory-entry: — Rob., Beamter, Hafenstr. 100, ✉ 4: [262, 332, 466, 346]
- directory-entry: Furchtmann, G., Zugführ., Koldingstr. 7: [1193, 654, 1438, 668]
- directory-entry: — Wwe. Th., Victoriastr. 12, ✉ 15: [262, 399, 449, 413]
- soiled-document-label: Soiled Document: [50, 1349, 118, 1841]
- directory-column-1: [262, 252, 567, 1752]
- directory-entry: — C., Staatsarb., Herrenweide 40/42, ✉ 4: [262, 1324, 495, 1338]
- directory-entry: — Herm., Holzhdlr., Hammerstr. 50a, H. 1: [1193, 868, 1429, 882]
- directory-entry: Fuls, P., Kaufm., Schenkendorffstr. 22: [262, 1244, 496, 1258]
- directory-entry: Fust siehe auch Fuust: [1193, 1110, 1329, 1123]
- directory-entry: — M., Arbtr., Wachtelstr. 37, ✉ 33: [1193, 613, 1382, 627]
- directory-entry: — P., Barbier, Mittelweg 22/24, ✉ 13, Wohn: das. 22/24, H. 1: [883, 1337, 1155, 1365]
- directory-entry: — Wwe., M., Heilkamp 46, ✉ 31: [262, 627, 442, 641]
- directory-entry: — Fritz, Polizeibeamter, Himmelstr. 18: [573, 861, 790, 875]
- directory-entry: Fulda, H., Auktionator, Hamburgerstr. 184: [262, 1042, 525, 1056]
- directory-entry: — M., Rollfuhrw., Postscheck-Cto: 12963, ☎ El 9524, Gothenstr. 39, ✉ 15: [262, 1458, 561, 1485]
- directory-entry: — R., Reisend., Ditmar Koel-Str. 11, ✉ 9: [262, 278, 485, 292]
- directory-entry: Gaarts Wwe., Elise, Arb., Grünerdeich 81: [883, 1897, 1136, 1911]
- directory-entry: — Fuss, Kilian, Uhren, Gold- u. Silberwaren, Lotteriegeschäft, ☎ M 8657, Steinweg-Passage 1, (Wexpassage), ✉ 8: [1193, 895, 1466, 936]
- directory-entry: — W., Staatsarbtr., Herrenweide 40/42: [573, 292, 789, 306]
- directory-entry: — C., Milchhdlg., Reginenstr. 26, ✉ 27: [883, 560, 1098, 574]
- directory-entry: Funch, Erich, Abt.-Vorst. d. H.-A. L., Isestr. 109, ✉ 37: [262, 1270, 556, 1298]
- directory-entry: — Th., Klaviermach., Sandweg 3, ✉ 19: [1193, 439, 1409, 453]
- directory-entry: Furseth, H., Ingenieur, Hirtenstr. 50, ✉ 26: [1193, 788, 1454, 802]
- directory-entry: — Joh., Wirtsch., ☎ Al 4382, Dammthorwall 146, Wohn: das. 147, ✉ 36: [573, 1116, 848, 1143]
- directory-entry: — Johs., Wirtsch., ☎ M 719, Nicolaistrasse 19, ✉ 9, Wohn: Kuhberg 10: [573, 1143, 863, 1170]
- directory-entry: — W., Friseur, Müggenkampstr. 80, ✉ 21: [1193, 667, 1420, 681]
- directory-entry: — der Polizeibehörde, Stadthausbrücke 18, Hintergeb., ✉ 36, geöffnet werktags v. 9—3 Uhr. (Fundsachen u. Verlustanzeigen werden auch bei jeder Wache und bei jedem Bezirksbureau entgegengenommen): [573, 526, 860, 594]
- directory-entry: — Hans, Bartholomäusstr. 94a, ✉ 22: [573, 1022, 777, 1036]
- directory-entry: Full, L., Trichinenschauer, Sentastr. 20: [262, 1203, 502, 1217]
- directory-entry: — Wwe., H., Herderstr. 17, ✉ 21: [262, 1883, 444, 1897]
- directory-entry: — Wwe., Heinr., Händlerin, Rehmstr. 18, H. A, ✉ 29: [883, 1042, 1173, 1056]
- directory-entry: — W., Barbier, Bramfelderstr. 131, ✉ 33: [1193, 466, 1415, 480]
- directory-entry: — Wilh., Geschäftsf., M. d. B., Wendenstrasse 299, ✉ 35: [262, 1897, 558, 1924]
- directory-entry: — W., Arbtr., Voigtstr. 5, ✉ 31: [1193, 1311, 1357, 1325]
- adjacent-page-edge: [1512, 168, 1600, 2048]
- directory-entry: — Wwe., W., Lünkenweg 10, ✉ 33: [1193, 975, 1381, 989]
- directory-entry: — Wwe. M., Steindamm 83, ✉ 5: [883, 1217, 1062, 1231]
- directory-entry: Gaal, Frl. G., Schneiderin, Alsterwiete 33: [573, 1923, 826, 1937]
- directory-entry: Funke —: [1193, 252, 1247, 265]
- directory-entry: — Wilh., Klempner u. Mechan., ☎ V 113, Sievekingsallee 30, ✉ 26: [262, 453, 493, 480]
- directory-entry: — W., Postschaffn., Bartholomäusstr. 96a: [573, 1398, 802, 1412]
